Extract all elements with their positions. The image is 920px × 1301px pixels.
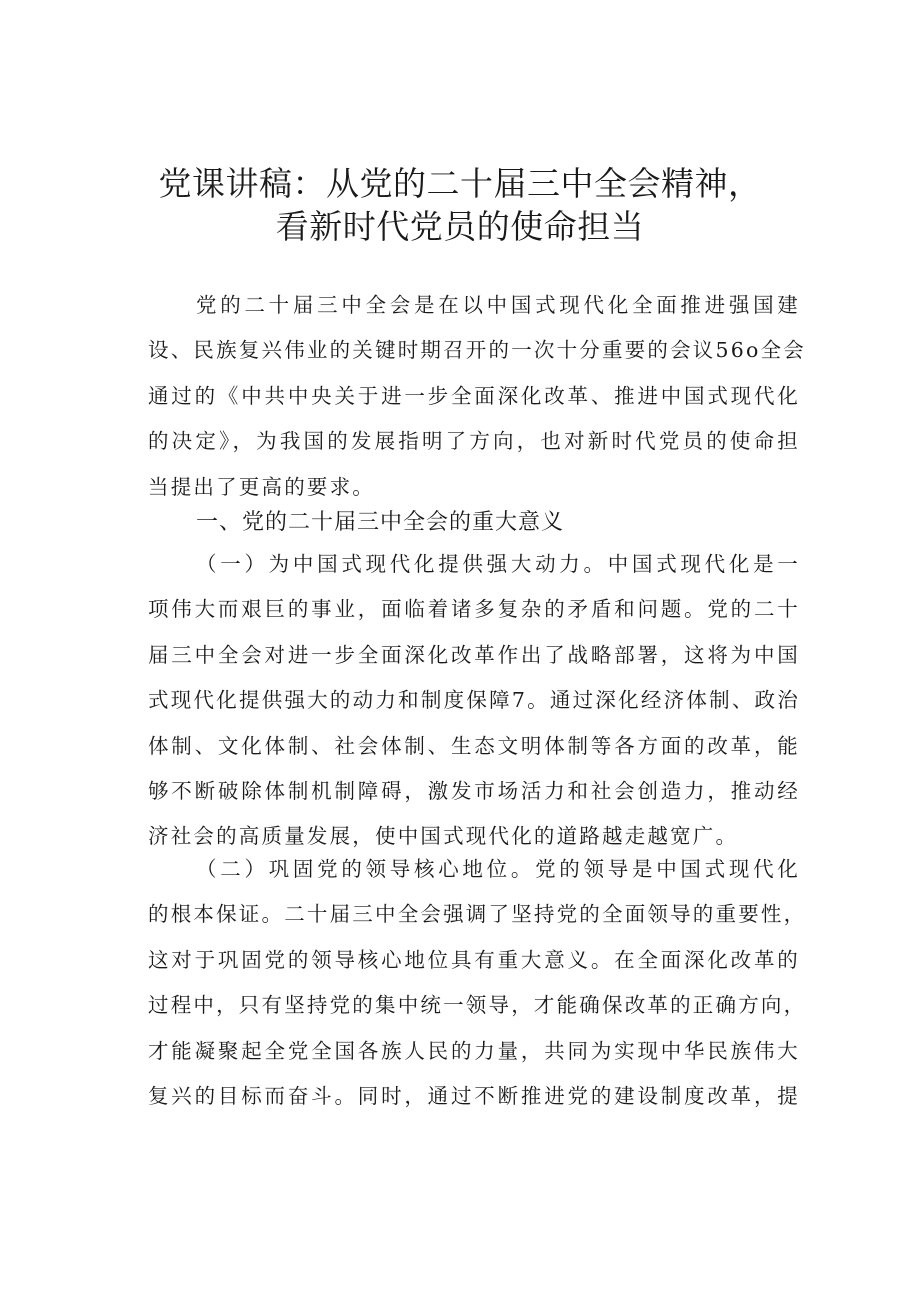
document-title-line-1: 党课讲稿：从党的二十届三中全会精神， (158, 164, 762, 203)
intro-line: 当提出了更高的要求。 (148, 474, 375, 499)
section-heading: 一、党的二十届三中全会的重大意义 (196, 510, 565, 535)
subsection-2-line: 复兴的目标而奋斗。同时，通过不断推进党的建设制度改革，提 (148, 1084, 800, 1109)
subsection-1-line: 式现代化提供强大的动力和制度保障7。通过深化经济体制、政治 (148, 688, 800, 713)
subsection-1-line: 够不断破除体制机制障碍，激发市场活力和社会创造力，推动经 (148, 779, 800, 804)
intro-line: 设、民族复兴伟业的关键时期召开的一次十分重要的会议56o全会 (148, 338, 806, 363)
subsection-1-line: 济社会的高质量发展，使中国式现代化的道路越走越宽广。 (148, 824, 739, 849)
intro-line: 的决定》，为我国的发展指明了方向，也对新时代党员的使命担 (148, 429, 800, 454)
subsection-1-line: 项伟大而艰巨的事业，面临着诸多复杂的矛盾和问题。党的二十 (148, 597, 800, 622)
intro-line: 党的二十届三中全会是在以中国式现代化全面推进强国建 (196, 293, 800, 317)
subsection-1-line: （一）为中国式现代化提供强大动力。中国式现代化是一 (196, 552, 800, 576)
subsection-2-line: （二）巩固党的领导核心地位。党的领导是中国式现代化 (196, 857, 800, 881)
subsection-2-line: 才能凝聚起全党全国各族人民的力量，共同为实现中华民族伟大 (148, 1038, 800, 1063)
subsection-2-line: 的根本保证。二十届三中全会强调了坚持党的全面领导的重要性， (148, 902, 807, 927)
subsection-1-line: 体制、文化体制、社会体制、生态文明体制等各方面的改革，能 (148, 733, 800, 758)
document-title-line-2: 看新时代党员的使命担当 (275, 207, 645, 246)
subsection-2-line: 过程中，只有坚持党的集中统一领导，才能确保改革的正确方向， (148, 993, 807, 1018)
subsection-1-line: 届三中全会对进一步全面深化改革作出了战略部署，这将为中国 (148, 642, 800, 667)
intro-paragraph (148, 283, 806, 510)
subsection-2-line: 这对于巩固党的领导核心地位具有重大意义。在全面深化改革的 (148, 947, 800, 972)
subsection-2-paragraph (148, 847, 807, 1119)
subsection-1-paragraph (148, 542, 800, 860)
intro-line: 通过的《中共中央关于进一步全面深化改革、推进中国式现代化 (148, 383, 800, 408)
